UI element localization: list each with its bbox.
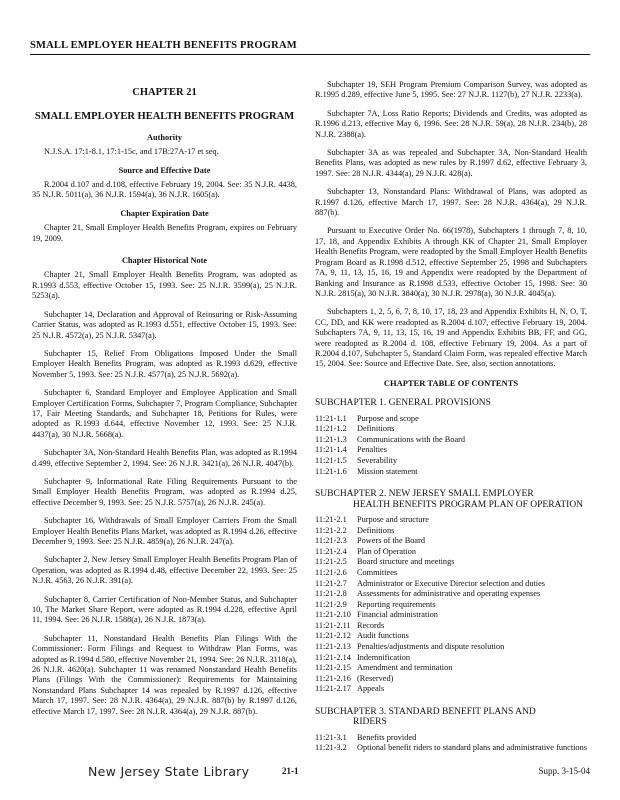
section-title: Committees [357,567,398,577]
section-title: (Reserved) [357,673,394,683]
section-title: Penalties [357,445,387,455]
section-number: 11:21-2.3 [315,536,347,546]
toc-entry[interactable] [315,579,587,590]
section-title: Amendment and termination [357,663,453,673]
history-paragraph: Subchapter 7A, Loss Ratio Reports; Dividends and Credits, was adopted as R.1996 d.213, effective May 6, 1996. See: 28 N.J.R. 59(a), 28 N.J.R. 234(b), 28 N.J.R. 2388(a). [315,108,587,139]
section-title: Purpose and scope [357,413,419,423]
history-paragraph: Subchapter 9, Informational Rate Filing Requirements Pursuant to the Small Employer Health Benefits Program, was adopted as R.1994 d.25, effective December 9, 1993. See: 25 N.J.R. 5757(a), 26 N.J.R. 245(a). [32,476,297,507]
section-number: 11:21-2.7 [315,578,347,588]
history-heading: Chapter Historical Note [121,256,208,266]
section-title: Penalties/adjustments and dispute resolution [357,642,505,652]
toc-entry[interactable] [315,600,587,611]
toc-entry[interactable] [315,515,587,526]
section-number: 11:21-1.3 [315,434,347,444]
toc-entry[interactable] [315,467,587,478]
section-number: 11:21-3.2 [315,743,347,753]
section-number: 11:21-1.4 [315,445,347,455]
section-number: 11:21-1.1 [315,413,347,423]
section-number: 11:21-2.6 [315,567,347,577]
toc-entry[interactable] [315,674,587,685]
subchapter-heading-continued: HEALTH BENEFITS PROGRAM PLAN OF OPERATION [353,499,584,510]
subchapter-heading [315,489,587,510]
section-title: Optional benefit riders to standard plans and administrative functions [357,743,587,753]
toc-entry[interactable] [315,653,587,664]
section-number: 11:21-2.11 [315,620,351,630]
toc-entry[interactable] [315,526,587,537]
history-paragraph: Subchapter 3A as was repealed and Subchapter 3A, Non-Standard Health Benefits Plans, was adopted as new rules by R.1997 d.62, effective February 3, 1997. See: 28 N.J.R. 4344(a), 29 N.J.R. 428(a). [315,148,587,178]
toc-entry[interactable] [315,424,587,435]
section-title: Board structure and meetings [357,557,455,567]
subchapter-heading-text: SUBCHAPTER 2. NEW JERSEY SMALL EMPLOYER [315,489,534,500]
section-number: 11:21-2.2 [315,525,347,535]
running-head: SMALL EMPLOYER HEALTH BENEFITS PROGRAM [30,40,297,51]
toc-entry[interactable] [315,557,587,568]
toc-entry[interactable] [315,684,587,695]
toc-entry[interactable] [315,621,587,632]
source-heading: Source and Effective Date [118,165,211,175]
section-title: Indemnification [357,652,410,662]
chapter-number: CHAPTER 21 [132,87,197,98]
section-title: Administrator or Executive Director selection and duties [357,578,546,588]
toc-entry[interactable] [315,568,587,579]
toc-subchapter [315,398,587,477]
history-paragraph: Subchapter 16, Withdrawals of Small Employer Carriers From the Small Employer Health Benefits Plans Market, was adopted as R.1994 d.26, effective December 9, 1993. See: 25 N.J.R. 4859(a), 26 N.J.R. 247(a). [32,516,297,546]
section-title: Purpose and structure [357,514,429,524]
history-paragraph: Subchapter 19, SEH Program Premium Comparison Survey, was adopted as R.1995 d.289, effective June 5, 1995. See: 27 N.J.R. 1127(b), 27 N.J.R. 2233(a). [315,80,587,100]
toc-entry[interactable] [315,536,587,547]
expiration-heading: Chapter Expiration Date [120,208,209,218]
history-paragraph: Chapter 21, Small Employer Health Benefits Program, was adopted as R.1993 d.553, effective October 15, 1993. See: 25 N.J.R. 3599(a), 25 N.J.R. 5253(a). [32,270,297,301]
section-title: Records [357,620,385,630]
subchapter-heading-continued: RIDERS [353,717,387,728]
section-title: Benefits provided [357,732,417,742]
history-paragraph: Subchapter 14, Declaration and Approval of Reinsuring or Risk-Assuming Carrier Status, was adopted as R.1993 d.551, effective October 15, 1993. See: 25 N.J.R. 4572(a), 25 N.J.R. 5347(a). [32,309,297,340]
toc-subchapter [315,489,587,695]
history-paragraph: Subchapters 1, 2, 5, 6, 7, 8, 10, 17, 18, 23 and Appendix Exhibits H, N, O, T, CC, DD, and KK were readopted as R.2004 d.107, effective February 19, 2004. Subchapters 7A, 9, 11, 13, 15, 16, 19 and Appendix Exhibits BB, FF, and GG, were readopted as R.2004 d. 108, effective February 19, 2004. As a part of R.2004 d.107, Subchapter 5, Standard Claim Form, was repealed effective March 15, 2004. See: Source and Effective Date. See, also, section annotations. [315,307,587,369]
expiration-text: Chapter 21, Small Employer Health Benefits Program, expires on February 19, 2009. [32,223,297,243]
section-title: Mission statement [357,466,418,476]
right-column [315,80,587,754]
toc-entry[interactable] [315,610,587,621]
header-rule [30,54,590,55]
history-paragraph: Subchapter 6, Standard Employer and Employee Application and Small Employer Certification Forms, Subchapter 7, Program Compliance, Subchapter 17, Fair Meeting Standards, and Subchapter 18, Petitions for Rules, were adopted as R.1993 d.644, effective November 12, 1993. See: 25 N.J.R. 4437(a), 30 N.J.R. 5668(a). [32,388,297,439]
toc-entry[interactable] [315,435,587,446]
section-title: Severability [357,455,398,465]
toc-heading: CHAPTER TABLE OF CONTENTS [383,377,519,388]
authority-heading: Authority [146,132,183,142]
section-title: Definitions [357,525,395,535]
toc-entry[interactable] [315,456,587,467]
page-footer [30,766,590,782]
history-paragraph: Pursuant to Executive Order No. 66(1978), Subchapters 1 through 7, 8, 10, 17, 18, and Appendix Exhibits A through KK of Chapter 21, Small Employer Health Benefits Program, were readopted by the Small Employer Health Benefits Program Board as R.1998 d.512, effective September 25, 1998 and Subchapters 7A, 9, 11, 13, 15, 16, 19 and Appendix were readopted by the Department of Banking and Insurance as R.1998 d.533, effective October 15, 1998. See: 30 N.J.R. 2815(a), 30 N.J.R. 3840(a), 30 N.J.R. 2978(a), 30 N.J.R. 4045(a). [315,226,587,298]
section-number: 11:21-1.5 [315,455,347,465]
history-paragraph: Subchapter 11, Nonstandard Health Benefits Plan Filings With the Commissioner: Form Filings and Request to Withdraw Plan Forms, was adopted as R.1994 d.580, effective November 21, 1994. See: 26 N.J.R. 3118(a), 26 N.J.R. 4620(a). Subchapter 11 was renamed Nonstandard Health Benefits Plans (Filings With the Commissioner): Requirements for Maintaining Nonstandard Plans Subchapter 14 was repealed by R.1997 d.126, effective March 17, 1997. See: 28 N.J.R. 4364(a), 29 N.J.R. 887(b) by R.1997 d.126, effective March 17, 1997. See: 28 N.J.R. 4364(a), 29 N.J.R. 887(b). [32,633,297,716]
toc-entry[interactable] [315,631,587,642]
subchapter-heading-text: SUBCHAPTER 1. GENERAL PROVISIONS [315,398,491,409]
history-paragraph: Subchapter 8, Carrier Certification of Non-Member Status, and Subchapter 10, The Market Share Report, were adopted as R.1994 d.228, effective April 11, 1994. See: 26 N.J.R. 1588(a), 26 N.J.R. 1873(a). [32,594,297,625]
subchapter-heading [315,398,587,408]
toc-entry[interactable] [315,547,587,558]
toc-entry[interactable] [315,445,587,456]
toc-entry[interactable] [315,663,587,674]
toc-subchapter [315,707,587,754]
subchapter-heading-text: SUBCHAPTER 3. STANDARD BENEFIT PLANS AND [315,707,536,718]
page-number: 21-1 [282,766,299,776]
left-column [32,88,297,725]
toc-entry[interactable] [315,743,587,754]
section-title: Reporting requirements [357,599,436,609]
history-paragraph: Subchapter 2, New Jersey Small Employer Health Benefits Program Plan of Operation, was adopted as R.1994 d.48, effective December 22, 1993. See: 25 N.J.R. 4563, 26 N.J.R. 391(a). [32,555,297,586]
chapter-title: SMALL EMPLOYER HEALTH BENEFITS PROGRAM [34,111,295,123]
section-number: 11:21-2.4 [315,546,347,556]
authority-text: N.J.S.A. 17:1-8.1, 17:1-15c, and 17B:27A-17 et seq. [44,147,219,157]
section-number: 11:21-1.6 [315,466,347,476]
section-title: Audit functions [357,631,409,641]
section-title: Financial administration [357,610,438,620]
section-title: Plan of Operation [357,546,416,556]
section-title: Assessments for administrative and operating expenses [357,589,541,599]
section-number: 11:21-2.17 [315,684,351,694]
section-number: 11:21-1.2 [315,424,347,434]
source-text: R.2004 d.107 and d.108, effective February 19, 2004. See: 35 N.J.R. 4438, 35 N.J.R. 5011(a), 36 N.J.R. 1594(a), 36 N.J.R. 1605(a). [32,180,297,200]
history-paragraph: Subchapter 15, Relief From Obligations Imposed Under the Small Employer Health Benefits Program, was adopted as R.1993 d.629, effective November 5, 1993. See: 25 N.J.R. 4577(a), 25 N.J.R. 5692(a). [32,348,297,379]
section-number: 11:21-2.13 [315,642,351,652]
section-number: 11:21-2.8 [315,589,347,599]
history-paragraph: Subchapter 13, Nonstandard Plans: Withdrawal of Plans, was adopted as R.1997 d.126, effective March 17, 1997. See: 28 N.J.R. 4364(a), 29 N.J.R. 887(b). [315,187,587,218]
toc-entry[interactable] [315,642,587,653]
toc-entry[interactable] [315,589,587,600]
toc-entry[interactable] [315,733,587,744]
toc-entry[interactable] [315,414,587,425]
section-number: 11:21-2.9 [315,599,347,609]
section-number: 11:21-2.14 [315,652,351,662]
library-watermark: New Jersey State Library [88,764,250,779]
section-title: Communications with the Board [357,434,466,444]
section-number: 11:21-2.12 [315,631,351,641]
supplement-date: Supp. 3-15-04 [538,766,590,776]
section-title: Powers of the Board [357,536,425,546]
section-title: Definitions [357,424,395,434]
section-number: 11:21-2.10 [315,610,351,620]
section-number: 11:21-2.5 [315,557,347,567]
section-number: 11:21-2.15 [315,663,351,673]
history-paragraph: Subchapter 3A, Non-Standard Health Benefits Plan, was adopted as R.1994 d.499, effective September 2, 1994. See: 26 N.J.R. 3421(a), 26 N.J.R. 4047(b). [32,448,297,468]
section-number: 11:21-2.1 [315,514,347,524]
section-number: 11:21-3.1 [315,732,347,742]
section-title: Appeals [357,684,385,694]
section-number: 11:21-2.16 [315,673,351,683]
subchapter-heading [315,707,587,728]
